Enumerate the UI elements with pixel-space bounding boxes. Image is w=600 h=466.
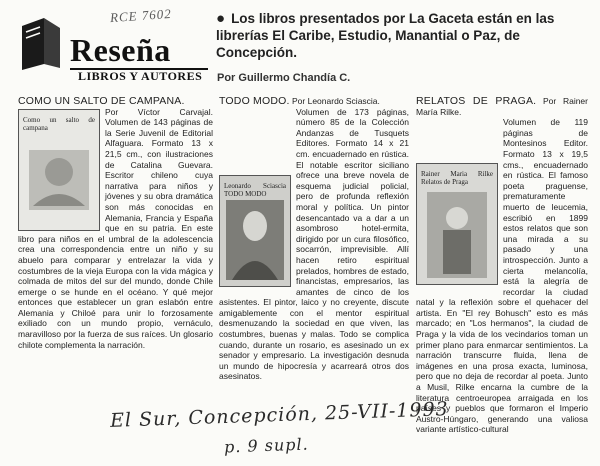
cover-illustration bbox=[417, 164, 497, 284]
review-title: COMO UN SALTO DE CAMPANA. bbox=[18, 95, 185, 107]
archive-stamp: RCE 7602 bbox=[109, 5, 173, 26]
review-author: Por Rainer María Rilke. bbox=[416, 96, 588, 117]
review-title: RELATOS DE PRAGA. bbox=[416, 95, 537, 107]
review-title: TODO MODO. bbox=[219, 95, 290, 107]
handwritten-page-note: p. 9 supl. bbox=[223, 434, 309, 457]
review-author: Por Leonardo Sciascia. bbox=[292, 96, 380, 106]
book-cover-image bbox=[18, 109, 100, 231]
book-cover-label: Como un salto de campana bbox=[23, 115, 95, 132]
review-body: Volumen de 119 páginas de Montesinos Editor. Formato 13 x 19,5 cms., encuadernado en rústica. El famoso poeta praguense, prematuramente muerto de leucemia, escribió en 1899 estos relatos que son una mirada a su pasado y una introspección. Junto a cierta melancolía, está la alegría de recordar la ciudad natal y la reflexión sobre el quehacer del artista. En "El rey Bohusch" esto es más marcado; en "Los hermanos", la ciudad de Praga y la vida de los vecindarios toman un primer plano para enmarcar sentimientos. La narración transcurre fluida, llena de imágenes en una prosa exacta, luminosa, pero que no deja de recordar al poeta. Junto a Musil, Rilke encarna la cumbre de la literatura centroeuropea arraigada en los países y pueblos que formaron el Imperio Austro-Húngaro, generando una valiosa variante artístico-cultural bbox=[416, 117, 588, 435]
book-cover-image bbox=[219, 175, 291, 287]
cover-illustration bbox=[220, 176, 290, 286]
book-cover-label: Rainer Maria Rilke Relatos de Praga bbox=[421, 170, 493, 187]
review-body: Volumen de 173 páginas, número 85 de la Colección Andanzas de Tusquets Editores. Formato 14 x 21 cm. encuadernado en rústica. El notable escritor siciliano ofrece una breve novela de esquema judicial policial, pero de profunda reflexión moral y política. Un pintor desencantado va a dar a un asombroso hotel-ermita, dirigido por un cura filosófico, socarrón, imprevisible. Allí hacen retiro espiritual prelados, hombres de estado, financistas, empresarios, las amantes de cinco de los asistentes. El pintor, laico y no creyente, discute amigablemente con el mentor espiritual desmenuzando la sociedad en que viven, las costumbres, buenas y malas. Todo se complica cuando, durante un rosario, es asesinado un ex senador y empresario. La investigación desnuda un mundo de hipocresía y acarreará otros dos asesinatos. bbox=[219, 106, 409, 382]
book-cover-image bbox=[416, 163, 498, 285]
handwritten-source-note: El Sur, Concepción, 25-VII-1993 bbox=[109, 398, 450, 432]
book-cover-label: Leonardo Sciascia TODO MODO bbox=[224, 181, 286, 198]
logo-title: Reseña bbox=[70, 32, 171, 68]
review-body: Por Víctor Carvajal. Volumen de 143 páginas de la Serie Juvenil de Editorial Alfaguara. Formato 13 x 21,5 cm., con ilustraciones de Catalina Guevara. Escritor chileno cuya narrativa para niños y jóvenes y su obra dramática son más conocidas en Alemania, Francia y España que en su patria. En este libro para niños en el umbral de la adolescencia crea una correspondencia entre un niño y su abuelo para comparar y entrelazar la vida y costumbres de la vieja Europa con la vida mágica y colmada de mitos del sur del mundo, donde Chile emerge o se hunde en el océano. Y qué mejor entonces que establecer un gran eslabón entre Alemania y Chiloé para unir lo forzosamente exiliado con un mundo propio, vernáculo, maravilloso por la fuerza de sus raíces. Un glosario chilote complementa la narración. bbox=[18, 106, 213, 350]
headline bbox=[216, 10, 586, 61]
cover-illustration bbox=[19, 110, 99, 230]
review-column-2 bbox=[219, 96, 409, 382]
book-icon bbox=[18, 16, 64, 72]
review-column-3 bbox=[416, 96, 588, 435]
review-column-1 bbox=[18, 96, 213, 350]
byline: Por Guillermo Chandía C. bbox=[217, 72, 351, 84]
section-logo bbox=[18, 2, 208, 83]
bullet-icon: ● bbox=[216, 10, 226, 27]
headline-text: Los libros presentados por La Gaceta están en las librerías El Caribe, Estudio, Manantial o Paz, de Concepción. bbox=[216, 11, 555, 60]
logo-subtitle: LIBROS Y AUTORES bbox=[78, 69, 203, 83]
